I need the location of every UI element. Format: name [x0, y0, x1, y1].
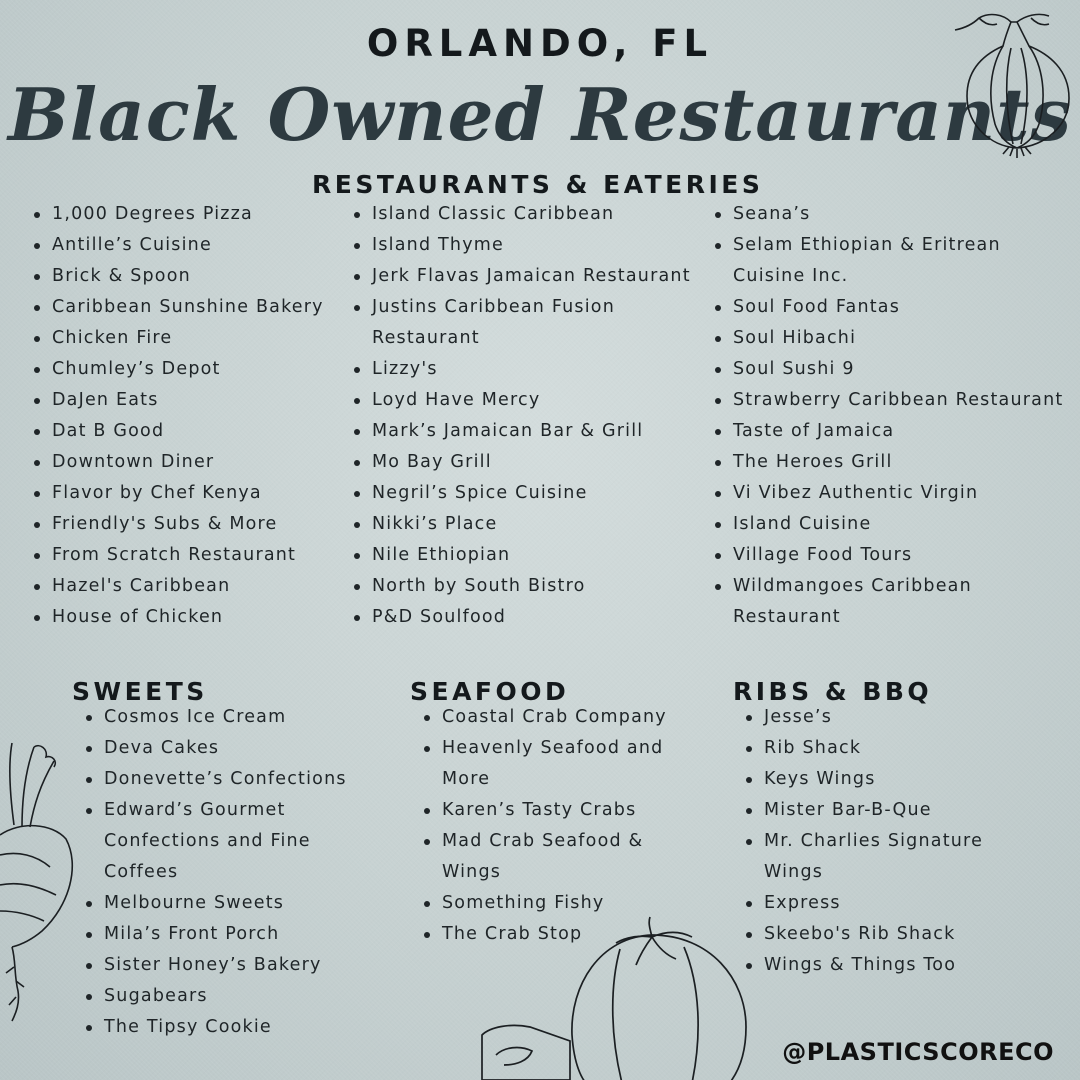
restaurant-list-item: Village Food Tours [713, 540, 1073, 571]
sweets-heading: SWEETS [72, 677, 208, 706]
ribs-list-item: Mister Bar-B-Que [744, 795, 994, 826]
sweets-list-item: Mila’s Front Porch [84, 919, 359, 950]
ribs-list [744, 702, 994, 981]
restaurants-column-1 [32, 199, 342, 633]
restaurants-heading: RESTAURANTS & EATERIES [312, 170, 764, 199]
seafood-heading: SEAFOOD [410, 677, 570, 706]
restaurant-list-item: Hazel's Caribbean [32, 571, 342, 602]
restaurant-list-item: Chicken Fire [32, 323, 342, 354]
ribs-list-item: Jesse’s [744, 702, 994, 733]
ribs-list-item: Skeebo's Rib Shack [744, 919, 994, 950]
sweets-list [84, 702, 359, 1043]
restaurant-list-item: Negril’s Spice Cuisine [352, 478, 697, 509]
onion-icon [945, 4, 1075, 160]
restaurant-list-item: House of Chicken [32, 602, 342, 633]
restaurant-list-item: Island Thyme [352, 230, 697, 261]
restaurant-list-item: Nikki’s Place [352, 509, 697, 540]
restaurant-list-item: Island Cuisine [713, 509, 1073, 540]
ribs-list-item: Express [744, 888, 994, 919]
city-heading: ORLANDO, FL [366, 22, 714, 65]
sweets-list-item: Edward’s Gourmet Confections and Fine Coffees [84, 795, 359, 888]
page-title: Black Owned Restaurants [7, 72, 1073, 157]
restaurant-list-item: Friendly's Subs & More [32, 509, 342, 540]
restaurant-list-item: Soul Hibachi [713, 323, 1073, 354]
restaurant-list-item: Island Classic Caribbean [352, 199, 697, 230]
restaurants-column-3 [713, 199, 1073, 633]
sweets-list-item: Donevette’s Confections [84, 764, 359, 795]
seafood-list-item: Karen’s Tasty Crabs [422, 795, 684, 826]
sweets-list-item: Cosmos Ice Cream [84, 702, 359, 733]
seafood-list-item: Something Fishy [422, 888, 684, 919]
seafood-list [422, 702, 684, 950]
restaurant-list-item: Caribbean Sunshine Bakery [32, 292, 342, 323]
ribs-list-item: Rib Shack [744, 733, 994, 764]
restaurant-list-item: Downtown Diner [32, 447, 342, 478]
restaurant-list-item: Lizzy's [352, 354, 697, 385]
restaurant-list-item: Antille’s Cuisine [32, 230, 342, 261]
sweets-list-item: Melbourne Sweets [84, 888, 359, 919]
restaurant-list-item: 1,000 Degrees Pizza [32, 199, 342, 230]
restaurant-list-item: Seana’s [713, 199, 1073, 230]
tomato-icon [470, 915, 755, 1080]
restaurant-list-item: Soul Sushi 9 [713, 354, 1073, 385]
restaurant-list-item: Mo Bay Grill [352, 447, 697, 478]
restaurant-list-item: The Heroes Grill [713, 447, 1073, 478]
restaurant-list-item: Strawberry Caribbean Restaurant [713, 385, 1073, 416]
restaurant-list-item: Taste of Jamaica [713, 416, 1073, 447]
ribs-heading: RIBS & BBQ [733, 677, 933, 706]
restaurant-list-item: DaJen Eats [32, 385, 342, 416]
restaurant-list-item: Flavor by Chef Kenya [32, 478, 342, 509]
sweets-list-item: Sugabears [84, 981, 359, 1012]
seafood-list-item: The Crab Stop [422, 919, 684, 950]
restaurant-list-item: Soul Food Fantas [713, 292, 1073, 323]
sweets-list-item: The Tipsy Cookie [84, 1012, 359, 1043]
restaurant-list-item: Vi Vibez Authentic Virgin [713, 478, 1073, 509]
social-handle: @PLASTICSCORECO [782, 1038, 1054, 1066]
restaurant-list-item: Justins Caribbean Fusion Restaurant [352, 292, 697, 354]
restaurant-list-item: Wildmangoes Caribbean Restaurant [713, 571, 1073, 633]
sweets-list-item: Deva Cakes [84, 733, 359, 764]
restaurant-list-item: Selam Ethiopian & Eritrean Cuisine Inc. [713, 230, 1073, 292]
restaurant-list-item: Dat B Good [32, 416, 342, 447]
seafood-list-item: Heavenly Seafood and More [422, 733, 684, 795]
ribs-list-item: Mr. Charlies Signature Wings [744, 826, 994, 888]
sweets-list-item: Sister Honey’s Bakery [84, 950, 359, 981]
restaurant-list-item: Brick & Spoon [32, 261, 342, 292]
seafood-list-item: Mad Crab Seafood & Wings [422, 826, 684, 888]
seafood-list-item: Coastal Crab Company [422, 702, 684, 733]
ribs-list-item: Wings & Things Too [744, 950, 994, 981]
restaurant-list-item: Nile Ethiopian [352, 540, 697, 571]
restaurant-list-item: Mark’s Jamaican Bar & Grill [352, 416, 697, 447]
beet-icon [0, 735, 80, 1025]
restaurant-list-item: Jerk Flavas Jamaican Restaurant [352, 261, 697, 292]
restaurant-list-item: Chumley’s Depot [32, 354, 342, 385]
restaurant-list-item: Loyd Have Mercy [352, 385, 697, 416]
restaurant-list-item: From Scratch Restaurant [32, 540, 342, 571]
restaurant-list-item: P&D Soulfood [352, 602, 697, 633]
restaurant-list-item: North by South Bistro [352, 571, 697, 602]
ribs-list-item: Keys Wings [744, 764, 994, 795]
restaurants-column-2 [352, 199, 697, 633]
